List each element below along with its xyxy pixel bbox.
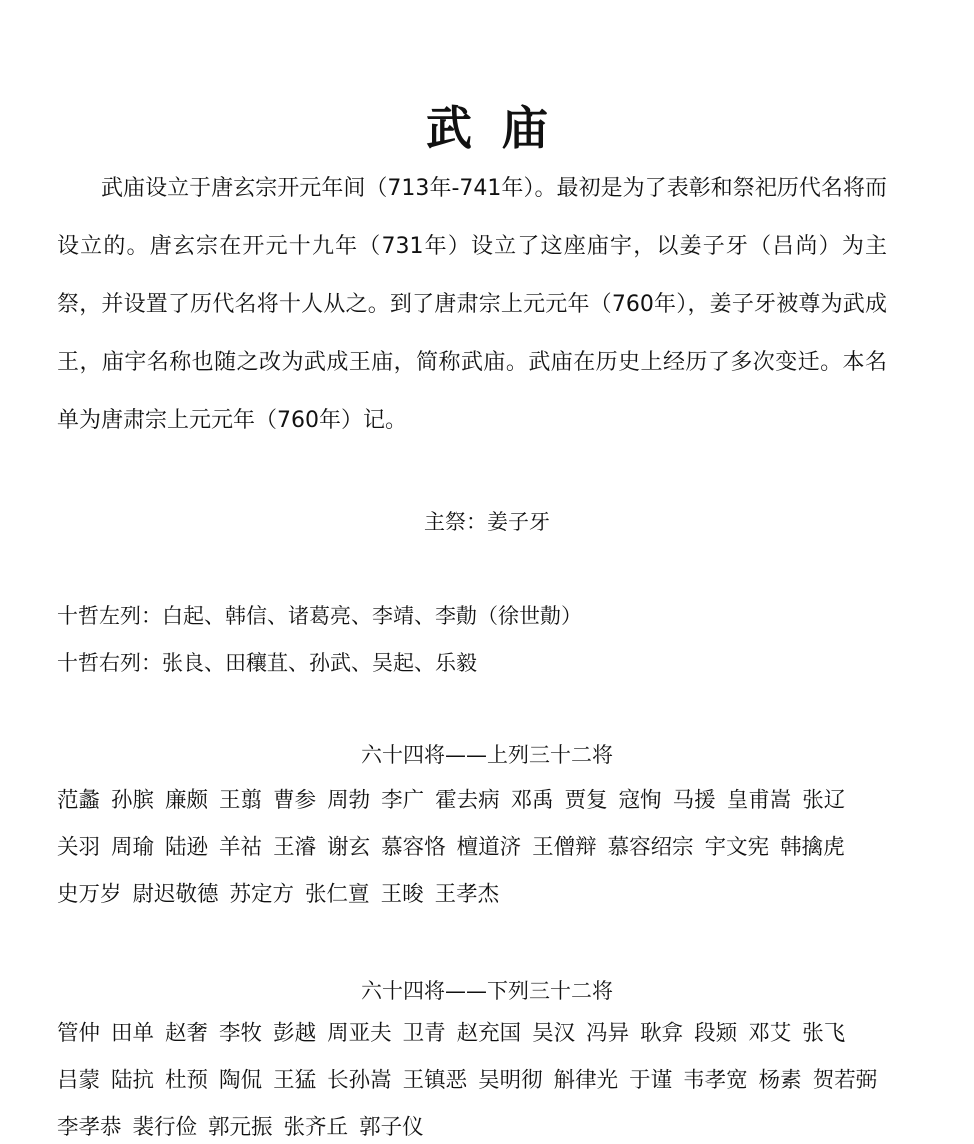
general-name: 王孝杰	[434, 882, 500, 907]
general-name: 皇甫嵩	[726, 788, 792, 813]
general-name: 谢玄	[327, 835, 371, 860]
general-name: 管仲	[57, 1021, 101, 1046]
general-name: 田单	[111, 1021, 155, 1046]
general-name: 长孙嵩	[327, 1068, 392, 1093]
general-name: 慕容绍宗	[607, 835, 694, 860]
general-name: 周瑜	[111, 835, 155, 860]
general-name: 史万岁	[57, 882, 122, 907]
general-name: 吴汉	[532, 1021, 576, 1046]
general-name: 李牧	[219, 1021, 263, 1046]
general-name: 陆抗	[111, 1068, 155, 1093]
general-name: 韩擒虎	[780, 835, 845, 860]
general-name: 羊祜	[219, 835, 263, 860]
general-name: 关羽	[57, 835, 101, 860]
general-name: 贺若弼	[812, 1068, 878, 1093]
general-name: 赵充国	[456, 1021, 522, 1046]
general-name: 周勃	[327, 788, 371, 813]
general-name: 王晙	[380, 882, 424, 907]
general-name: 吴明彻	[478, 1068, 543, 1093]
general-name: 杨素	[758, 1068, 802, 1093]
general-name: 赵奢	[165, 1021, 209, 1046]
general-name: 陶侃	[219, 1068, 263, 1093]
general-name: 慕容恪	[381, 835, 446, 860]
general-name: 张飞	[802, 1021, 846, 1046]
general-name: 李广	[381, 788, 425, 813]
general-name: 张仁亶	[305, 882, 370, 907]
general-name: 宇文宪	[704, 835, 770, 860]
general-name: 王翦	[219, 788, 263, 813]
general-name: 贾复	[564, 788, 608, 813]
general-name: 范蠡	[57, 788, 101, 813]
general-name: 郭子仪	[359, 1115, 424, 1140]
general-name: 霍去病	[435, 788, 500, 813]
general-name: 彭越	[273, 1021, 317, 1046]
general-name: 斛律光	[553, 1068, 619, 1093]
general-name: 吕蒙	[57, 1068, 101, 1093]
general-name: 韦孝宽	[683, 1068, 748, 1093]
general-name: 廉颇	[165, 788, 209, 813]
general-name: 李孝恭	[57, 1115, 122, 1140]
intro-paragraph: 武庙设立于唐玄宗开元年间（713年-741年）。最初是为了表彰和祭祀历代名将而设立的。唐玄宗在开元十九年（731年）设立了这座庙宇，以姜子牙（吕尚）为主祭，并设置了历代名将十人从之。到了唐肃宗上元元年（760年），姜子牙被尊为武成王，庙宇名称也随之改为武成王庙，简称武庙。武庙在历史上经历了多次变迁。本名单为唐肃宗上元元年（760年）记。	[57, 176, 887, 433]
lower-heading: 六十四将——下列三十二将	[361, 979, 613, 1003]
upper-heading: 六十四将——上列三十二将	[361, 743, 613, 767]
general-name: 周亚夫	[327, 1021, 392, 1046]
ten-left-row: 十哲左列：白起、韩信、诸葛亮、李靖、李勣（徐世勣）	[57, 604, 582, 628]
general-name: 于谨	[629, 1068, 673, 1093]
general-name: 王猛	[273, 1068, 317, 1093]
general-name: 裴行俭	[132, 1115, 198, 1140]
general-name: 杜预	[165, 1068, 209, 1093]
general-name: 寇恂	[618, 788, 662, 813]
general-name: 卫青	[402, 1021, 446, 1046]
general-name: 段颎	[694, 1021, 738, 1046]
general-name: 邓禹	[510, 788, 554, 813]
lower-names-list	[57, 1019, 897, 1142]
general-name: 王僧辩	[532, 835, 597, 860]
ten-right-row: 十哲右列：张良、田穰苴、孙武、吴起、乐毅	[57, 651, 477, 675]
general-name: 邓艾	[748, 1021, 792, 1046]
general-name: 张辽	[802, 788, 846, 813]
general-name: 檀道济	[456, 835, 522, 860]
page-title: 武庙	[426, 101, 578, 155]
general-name: 马援	[672, 788, 716, 813]
general-name: 冯异	[586, 1021, 630, 1046]
general-name: 孙膑	[111, 788, 155, 813]
general-name: 曹参	[273, 788, 317, 813]
main-sacrifice: 主祭：姜子牙	[424, 510, 550, 534]
general-name: 尉迟敬德	[132, 882, 219, 907]
general-name: 耿弇	[640, 1021, 684, 1046]
upper-names-list	[57, 786, 897, 909]
general-name: 苏定方	[229, 882, 295, 907]
general-name: 郭元振	[208, 1115, 273, 1140]
general-name: 陆逊	[165, 835, 209, 860]
general-name: 张齐丘	[283, 1115, 349, 1140]
general-name: 王镇恶	[402, 1068, 468, 1093]
general-name: 王濬	[273, 835, 317, 860]
